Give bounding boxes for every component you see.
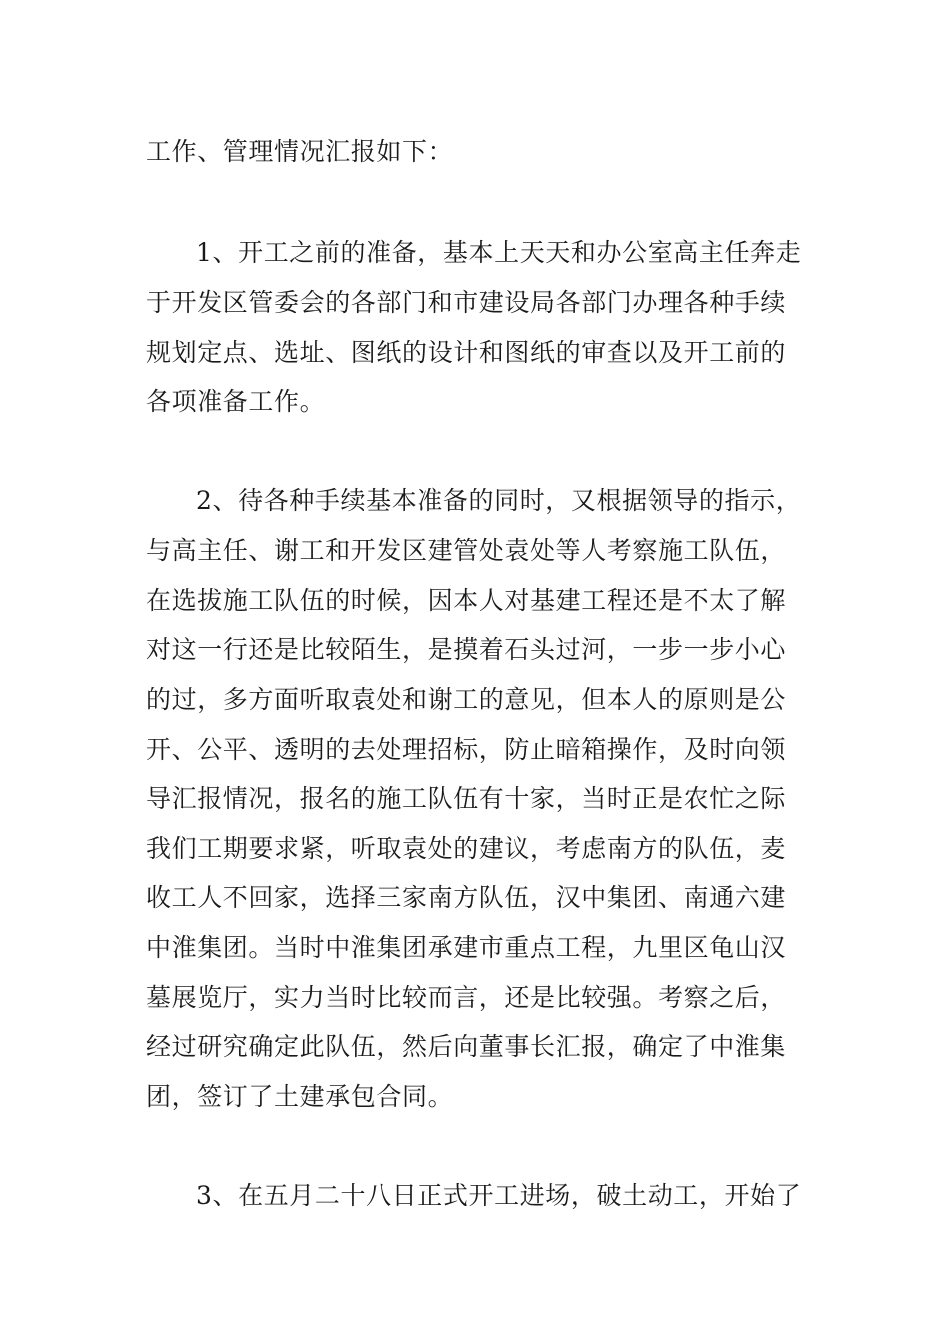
paragraph-2-line-7: 导汇报情况，报名的施工队伍有十家，当时正是农忙之际 (146, 784, 787, 813)
paragraph-1-line-2: 于开发区管委会的各部门和市建设局各部门办理各种手续 (146, 288, 787, 317)
paragraph-2-line-4: 对这一行还是比较陌生，是摸着石头过河，一步一步小心 (146, 635, 787, 664)
paragraph-1-line-4: 各项准备工作。 (146, 387, 326, 416)
paragraph-1-line-1: 1、开工之前的准备，基本上天天和办公室高主任奔走 (196, 238, 802, 267)
paragraph-2-line-6: 开、公平、透明的去处理招标，防止暗箱操作，及时向领 (146, 735, 787, 764)
paragraph-2-line-1: 2、待各种手续基本准备的同时，又根据领导的指示， (196, 486, 802, 515)
paragraph-2-line-2: 与高主任、谢工和开发区建管处袁处等人考察施工队伍， (146, 536, 787, 565)
paragraph-2-line-9: 收工人不回家，选择三家南方队伍，汉中集团、南通六建 (146, 883, 787, 912)
paragraph-2-line-5: 的过，多方面听取袁处和谢工的意见，但本人的原则是公 (146, 685, 787, 714)
paragraph-2-line-3: 在选拔施工队伍的时候，因本人对基建工程还是不太了解 (146, 586, 787, 615)
paragraph-2-line-13: 团，签订了土建承包合同。 (146, 1082, 454, 1111)
paragraph-2-line-11: 墓展览厅，实力当时比较而言，还是比较强。考察之后， (146, 983, 787, 1012)
paragraph-2-line-8: 我们工期要求紧，听取袁处的建议，考虑南方的队伍，麦 (146, 834, 787, 863)
paragraph-1-line-3: 规划定点、选址、图纸的设计和图纸的审查以及开工前的 (146, 338, 787, 367)
intro-line: 工作、管理情况汇报如下： (146, 137, 454, 166)
paragraph-2-line-10: 中淮集团。当时中淮集团承建市重点工程，九里区龟山汉 (146, 933, 787, 962)
paragraph-2-line-12: 经过研究确定此队伍，然后向董事长汇报，确定了中淮集 (146, 1032, 787, 1061)
paragraph-3-line-1: 3、在五月二十八日正式开工进场，破土动工，开始了 (196, 1181, 802, 1210)
